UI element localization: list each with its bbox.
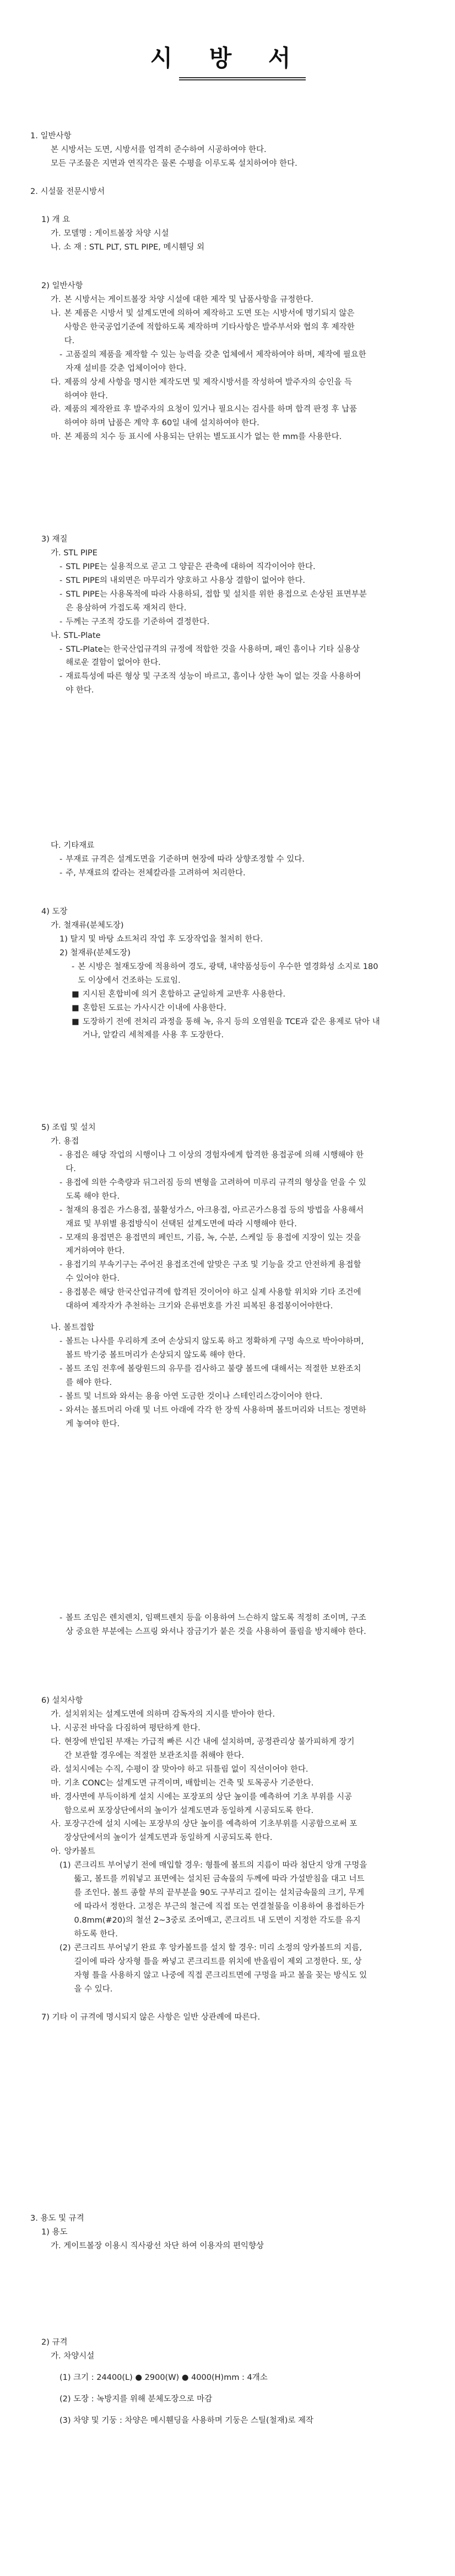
item-heading: 가. 차양시설: [51, 2351, 95, 2361]
item-heading: 나. STL-Plate: [51, 631, 101, 640]
list-item: - 볼트 조임은 렌치렌치, 임팩트렌치 등을 이용하여 느슨하지 않도록 적정히 조이며, 구조상 중요한 부분에는 스프링 와셔나 잠금기가 붙은 것을 사용하여 풀림을 방지해야 한다.: [59, 1614, 366, 1636]
item-heading: 가. STL PIPE: [51, 548, 98, 558]
section-material: [0, 533, 455, 697]
document-title: 시 방 서: [150, 45, 305, 72]
list-item: 나. 시공전 바닥을 다짐하여 평탄하게 한다.: [51, 1723, 201, 1733]
section-heading: 3. 용도 및 규격: [30, 2214, 84, 2223]
list-item: ■ 혼합된 도료는 가사시간 이내에 사용한다.: [72, 1003, 226, 1013]
spec-line: (1) 크기 : 24400(L) ● 2900(W) ● 4000(H)mm : 4개소: [59, 2373, 268, 2382]
list-item: - 용접에 의한 수축량과 뒤그러짐 등의 변형을 고려하여 미루리 규격의 형상을 얻을 수 있도록 해야 한다.: [59, 1178, 366, 1201]
item-heading: 가. 철재류(분체도장): [51, 921, 124, 930]
section-general-items: [0, 279, 455, 444]
list-item: ■ 도장하기 전에 전처리 과정을 통해 녹, 유지 등의 오염원을 TCE과 같은 용제로 닦아 내거나, 알칼리 세척제를 사용 후 도장한다.: [72, 1017, 380, 1040]
list-item: - 와셔는 볼트머리 아래 및 너트 아래에 각각 한 장씩 사용하며 볼트머리와 너트는 정면하게 놓여야 한다.: [59, 1405, 366, 1428]
spec-line: (3) 차양 및 기둥 : 차양은 메시휀딩을 사용하며 기둥은 스틸(철재)로 제작: [59, 2416, 314, 2425]
section-painting: [0, 905, 455, 1042]
subsection-heading: 1) 개 요: [41, 215, 71, 224]
list-item: - 볼트 및 너트와 와셔는 용융 아연 도금한 것이나 스테인리스강이어야 한다.: [59, 1392, 323, 1401]
section-spec: [0, 2336, 455, 2428]
subsection-heading: 1) 용도: [41, 2227, 68, 2237]
section-installation: [0, 1694, 455, 2025]
list-item: - STL PIPE는 사용목적에 따라 사용하되, 접합 및 설치를 위한 용접으로 손상된 표면부분은 용삼하여 가접도록 재처리 한다.: [59, 589, 367, 613]
list-item: 라. 제품의 제작완료 후 발주자의 요청이 있거나 필요시는 검사를 하며 합격 판정 후 납품하여야 하며 납품은 계약 후 60일 내에 설치하여야 한다.: [51, 405, 358, 428]
list-item: - 볼트는 나사를 우리하게 조여 손상되지 않도록 하고 정확하게 구멍 속으로 박아야하며, 볼트 박기중 볼트머리가 손상되지 않도록 해야 한다.: [59, 1337, 364, 1360]
text-line: 가. 게이트볼장 이용시 직사광선 차단 하여 이용자의 편익향상: [51, 2241, 264, 2250]
section-usage-spec: [0, 2212, 455, 2253]
subsection-heading: 4) 도장: [41, 907, 68, 916]
list-item: 마. 본 제품의 치수 등 표시에 사용되는 단위는 별도표시가 없는 한 mm를 사용한다.: [51, 432, 342, 442]
section-bolt-tightening: [0, 1611, 455, 1639]
list-item: 바. 경사면에 부득이하게 설치 시에는 포장포의 상단 높이를 예측하여 기초 부위를 시공함으로써 포장상단에서의 높이가 설계도면과 동일하게 시공되도록 한다.: [51, 1792, 352, 1815]
subsection-heading: 7) 기타 이 규격에 명시되지 않은 사항은 일반 상관례에 따른다.: [41, 2012, 261, 2022]
text-line: 1) 탈지 및 바탕 쇼트처리 작업 후 도장작업을 철저히 한다.: [59, 934, 263, 944]
list-item: 사. 포장구간에 설치 시에는 포장부의 상단 높이를 예측하여 기초부위를 시공함으로써 포장상단에서의 높이가 설계도면과 동일하게 시공되도록 한다.: [51, 1820, 358, 1843]
subsection-heading: 5) 조립 및 설치: [41, 1123, 96, 1132]
text-line: 모든 구조물은 지면과 연직각은 물론 수평을 이루도록 설치하여야 한다.: [51, 159, 297, 168]
list-item: - 재료특성에 따른 형상 및 구조적 성능이 바르고, 흠이나 상한 녹이 없는 것을 사용하여야 한다.: [59, 672, 361, 695]
list-item: - 용접봉은 해당 한국산업규격에 합격된 것이어야 하고 실제 사용할 위치와 기타 조건에 대하여 제작자가 추천하는 크기와 은류번호를 가진 피복된 용접봉이어야한다.: [59, 1288, 361, 1311]
subsection-heading: 6) 설치사항: [41, 1696, 83, 1705]
subsection-heading: 2) 규격: [41, 2338, 68, 2347]
text-line: 가. 모델명 : 게이트볼장 차양 시설: [51, 229, 169, 238]
list-item: - 두께는 구조적 강도를 기준하여 결정한다.: [59, 617, 210, 626]
section-general: [0, 129, 455, 255]
list-item: - 용접은 해당 작업의 시행이나 그 이상의 경험자에게 합격한 용접공에 의해 시행해야 한다.: [59, 1150, 364, 1173]
item-heading: 가. 용접: [51, 1137, 79, 1146]
list-item: - 주, 부재료의 칼라는 전체칼라를 고려하여 처리한다.: [59, 868, 246, 878]
section-heading: 2. 시설물 전문시방서: [30, 187, 105, 196]
item-heading: 다. 기타재료: [51, 841, 95, 850]
list-item: - 고품질의 제품을 제작할 수 있는 능력을 갖춘 업체에서 제작하여야 하며, 제작에 필요한 자재 설비를 갖춘 업체이어야 한다.: [59, 350, 366, 373]
list-item: 라. 설치시에는 수직, 수평이 잘 맞아야 하고 뒤틀림 없이 직선이어야 한다.: [51, 1765, 308, 1774]
text-line: 나. 소 재 : STL PLT, STL PIPE, 메시휀딩 외: [51, 242, 205, 252]
list-item: - 볼트 조임 전후에 볼랑원드의 유무를 검사하고 불량 볼트에 대해서는 적절한 보완조치를 해야 한다.: [59, 1364, 361, 1387]
section-heading: 1. 일반사항: [30, 132, 72, 140]
list-item: - 부재료 규격은 설계도면을 기준하며 현장에 따라 상향조정할 수 있다.: [59, 854, 305, 864]
list-item: 가. 본 시방서는 게이트볼장 차양 시설에 대한 제작 및 납품사항을 규정한다.: [51, 295, 313, 304]
list-item: - 철재의 용접은 가스용접, 불활성가스, 아크용접, 아르곤가스용접 등의 방법을 사용해서 재료 및 부위별 용접방식이 선택된 설계도면에 따라 시행해야 한다.: [59, 1205, 364, 1229]
list-item: 마. 기초 CONC는 설계도면 규격이며, 배합비는 건축 및 토목공사 기준한다.: [51, 1778, 314, 1788]
list-item: 가. 설치위치는 설계도면에 의하며 감독자의 지시를 받아야 한다.: [51, 1709, 275, 1719]
list-item: (1) 콘크리트 부어넣기 전에 매입할 경우: 형틀에 볼트의 지름이 따라 첨단지 앙개 구멍을 뚫고, 볼트를 끼워넣고 표면에는 설치된 금속물의 두께에 따라 가설받침을 대고 너트를 조인다. 볼트 종할 부의 끝부분을 90도 구부리고 길이는 설치금속물의 크기, 무게에 따라서 정한다. 고정은 부근의 철근에 직접 또는 연결철물을 이용하여 용접하든가 0.8mm(#20)의 철선 2~3중로 조어매고, 콘크리트 내 도면이 지정한 각도를 유지하도록 한다.: [59, 1861, 367, 1939]
list-item: ■ 지시된 혼합비에 의거 혼합하고 균일하게 교반후 사용한다.: [72, 989, 286, 999]
spec-line: (2) 도장 : 녹방지를 위해 분체도장으로 마감: [59, 2394, 213, 2404]
list-item: 나. 본 제품은 시방서 및 설계도면에 의하여 제작하고 도면 또는 시방서에 명기되지 않은 사항은 한국공업기준에 적합하도록 제작하며 기타사항은 발주부서와 협의 후 제작한다.: [51, 309, 355, 345]
list-item: - STL-Plate는 한국산업규격의 규정에 적합한 것을 사용하며, 패인 흠이나 기타 실용상 해로운 결함이 없어야 한다.: [59, 645, 360, 668]
subsection-heading: 2) 일반사항: [41, 282, 83, 290]
text-line: 2) 철재류(분체도장): [59, 948, 131, 957]
list-item: 다. 현장에 반입된 부재는 가급적 빠른 시간 내에 설치하며, 공정관리상 불가피하게 장기간 보관할 경우에는 적절한 보관조치를 취해야 한다.: [51, 1737, 355, 1760]
title-underline-bottom: [179, 79, 306, 80]
text-line: 본 시방서는 도면, 시방서를 엄격히 준수하여 시공하여야 한다.: [51, 145, 267, 154]
list-item: - 본 시방은 철재도장에 적용하여 경도, 광택, 내약품성등이 우수한 열경화성 소지로 180도 이상에서 건조하는 도료임.: [72, 962, 378, 985]
list-item: - 용접기의 부속기구는 주어진 용접조건에 알맞은 구조 및 기능을 갖고 안전하게 용접할 수 있어야 한다.: [59, 1260, 361, 1284]
list-item: - STL PIPE는 실용적으로 곧고 그 양끝은 관축에 대하여 직각이어야 한다.: [59, 562, 316, 571]
section-assembly: [0, 1121, 455, 1431]
list-item: - 모재의 용접면은 용접면의 페인트, 기름, 녹, 수분, 스케일 등 용접에 지장이 있는 것을 제거하여야 한다.: [59, 1233, 361, 1256]
subsection-heading: 3) 재질: [41, 535, 68, 544]
item-heading: 나. 볼트접합: [51, 1323, 95, 1333]
list-item: 다. 제품의 상세 사항을 명시한 제작도면 및 제작시방서를 작성하여 발주자의 승인을 득하여야 한다.: [51, 377, 352, 401]
title-underline-top: [179, 77, 306, 78]
list-item: - STL PIPE의 내외면은 마무리가 양호하고 사용상 결함이 없어야 한다.: [59, 576, 305, 585]
list-item: (2) 콘크리트 부어넣기 완료 후 앙카볼트를 설치 할 경우: 미리 소정의 앙카볼트의 지름, 길이에 따라 상자형 틀을 짜넣고 콘크리트를 위치에 반올림이 제외 고정한다. 또, 상자형 틀을 사용하지 않고 나중에 직접 콘크리트면에 구멍을 파고 볼을 꽂는 방식도 있을 수 있다.: [59, 1943, 367, 1994]
section-other-materials: [0, 839, 455, 880]
list-item: 아. 앙카볼트: [51, 1847, 95, 1857]
